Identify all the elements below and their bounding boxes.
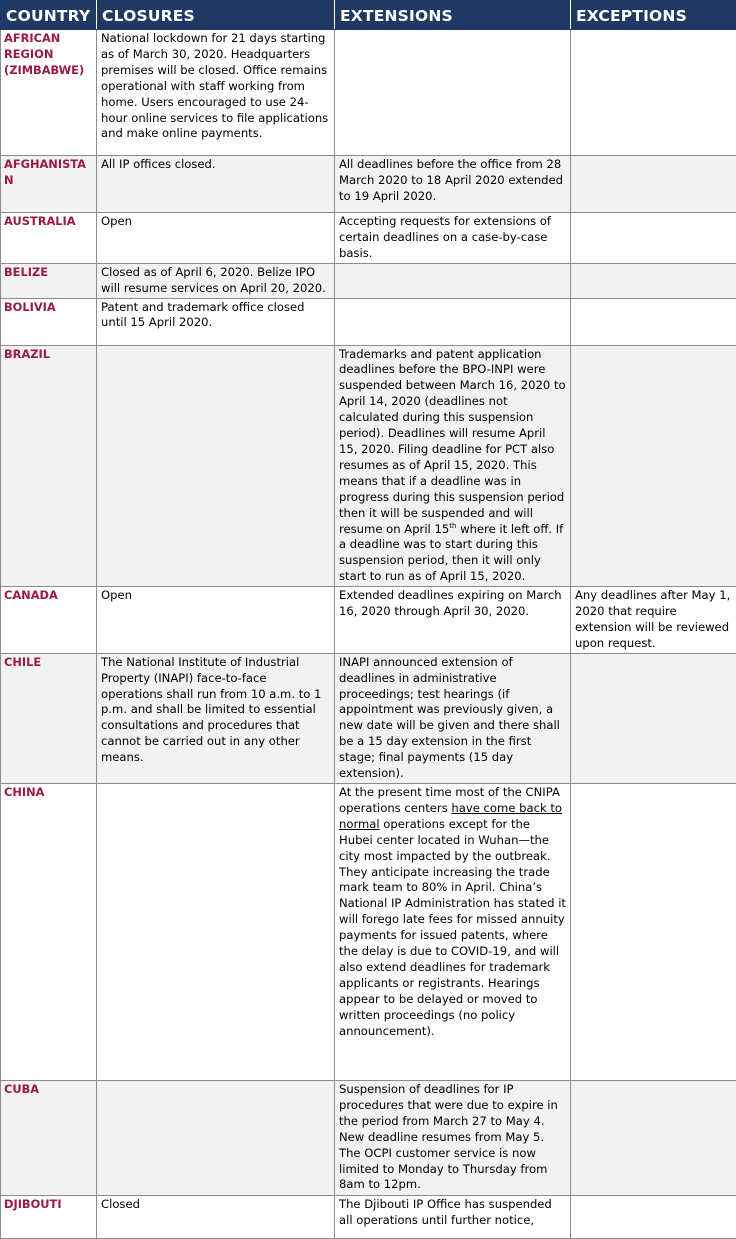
exceptions-cell (571, 1081, 736, 1196)
extensions-cell (335, 30, 571, 156)
extensions-cell: All deadlines before the office from 28 March 2020 to 18 April 2020 extended to 19 April 2020. (335, 156, 571, 213)
extensions-cell: The Djibouti IP Office has suspended all operations until further notice, (335, 1196, 571, 1239)
closures-cell: All IP offices closed. (97, 156, 335, 213)
column-header-closures: CLOSURES (97, 1, 335, 30)
header-row (1, 1, 736, 30)
table-row (1, 1196, 736, 1239)
country-cell: BRAZIL (1, 345, 97, 587)
extensions-cell: INAPI announced extension of deadlines in administrative proceedings; test hearings (if appointment was previously given, a new date will be given and there shall be a 15 day extension in the first stage; final payments (15 day extension). (335, 653, 571, 783)
country-cell: AFGHANISTAN (1, 156, 97, 213)
column-header-exceptions: EXCEPTIONS (571, 1, 736, 30)
extensions-text: Trademarks and patent application deadlines before the BPO-INPI were suspended between March 16, 2020 to April 14, 2020 (deadlines not calculated during this suspension period). Deadlines will resume April 15, 2020. Filing deadline for PCT also resumes as of April 15, 2020. This means that if a deadline was in progress during this suspension period then it will be suspended and will resume on April 15 (339, 347, 566, 536)
table-body (1, 30, 736, 1239)
country-cell: CHINA (1, 784, 97, 1081)
exceptions-cell (571, 156, 736, 213)
exceptions-cell (571, 263, 736, 298)
table-row (1, 30, 736, 156)
column-header-extensions: EXTENSIONS (335, 1, 571, 30)
closures-cell: The National Institute of Industrial Property (INAPI) face-to-face operations shall run from 10 a.m. to 1 p.m. and shall be limited to essential consultations and procedures that cannot be carried out in any other means. (97, 653, 335, 783)
extensions-text: At the present time most of the CNIPA operations centers (339, 785, 560, 815)
extensions-cell (335, 263, 571, 298)
closures-cell (97, 784, 335, 1081)
table-row (1, 587, 736, 654)
table-row (1, 263, 736, 298)
table-row (1, 784, 736, 1081)
underlined-link-text[interactable]: have come back to normal (339, 801, 562, 831)
exceptions-cell (571, 298, 736, 345)
exceptions-cell (571, 213, 736, 264)
extensions-text-continued: where it left off. If a deadline was to start during this suspension period, then it will only start to run as of April 15, 2020. (339, 522, 563, 584)
country-cell: AUSTRALIA (1, 213, 97, 264)
table-row (1, 298, 736, 345)
country-cell: BOLIVIA (1, 298, 97, 345)
closures-cell: National lockdown for 21 days starting as of March 30, 2020. Headquarters premises will be closed. Office remains operational with staff working from home. Users encouraged to use 24-hour online services to file applications and make online payments. (97, 30, 335, 156)
exceptions-cell (571, 345, 736, 587)
table-row (1, 345, 736, 587)
table-row (1, 653, 736, 783)
exceptions-cell (571, 784, 736, 1081)
country-cell: DJIBOUTI (1, 1196, 97, 1239)
closures-cell: Open (97, 213, 335, 264)
closures-cell: Open (97, 587, 335, 654)
extensions-cell: Suspension of deadlines for IP procedures that were due to expire in the period from March 27 to May 4. New deadline resumes from May 5. The OCPI customer service is now limited to Monday to Thursday from 8am to 12pm. (335, 1081, 571, 1196)
country-cell: BELIZE (1, 263, 97, 298)
extensions-cell (335, 298, 571, 345)
table-row (1, 213, 736, 264)
exceptions-cell: Any deadlines after May 1, 2020 that require extension will be reviewed upon request. (571, 587, 736, 654)
table-row (1, 156, 736, 213)
exceptions-cell (571, 653, 736, 783)
closures-cell: Patent and trademark office closed until 15 April 2020. (97, 298, 335, 345)
closures-cell (97, 1081, 335, 1196)
extensions-cell (335, 784, 571, 1081)
country-cell: CANADA (1, 587, 97, 654)
country-cell: AFRICAN REGION (ZIMBABWE) (1, 30, 97, 156)
exceptions-cell (571, 30, 736, 156)
exceptions-cell (571, 1196, 736, 1239)
closures-cell (97, 345, 335, 587)
extensions-cell (335, 345, 571, 587)
closures-cell: Closed (97, 1196, 335, 1239)
country-cell: CUBA (1, 1081, 97, 1196)
closures-cell: Closed as of April 6, 2020. Belize IPO will resume services on April 20, 2020. (97, 263, 335, 298)
country-cell: CHILE (1, 653, 97, 783)
extensions-text-continued: operations except for the Hubei center located in Wuhan—the city most impacted by the outbreak. They anticipate increasing the trade mark team to 80% in April. China’s National IP Administration has stated it will forego late fees for missed annuity payments for issued patents, where the delay is due to COVID-19, and will also extend deadlines for trademark applicants or registrants. Hearings appear to be delayed or moved to written proceedings (no policy announcement). (339, 817, 566, 1038)
extensions-cell: Accepting requests for extensions of certain deadlines on a case-by-case basis. (335, 213, 571, 264)
table-header (1, 1, 736, 30)
ordinal-suffix: th (449, 522, 456, 530)
extensions-cell: Extended deadlines expiring on March 16, 2020 through April 30, 2020. (335, 587, 571, 654)
column-header-country: COUNTRY (1, 1, 97, 30)
table-row (1, 1081, 736, 1196)
